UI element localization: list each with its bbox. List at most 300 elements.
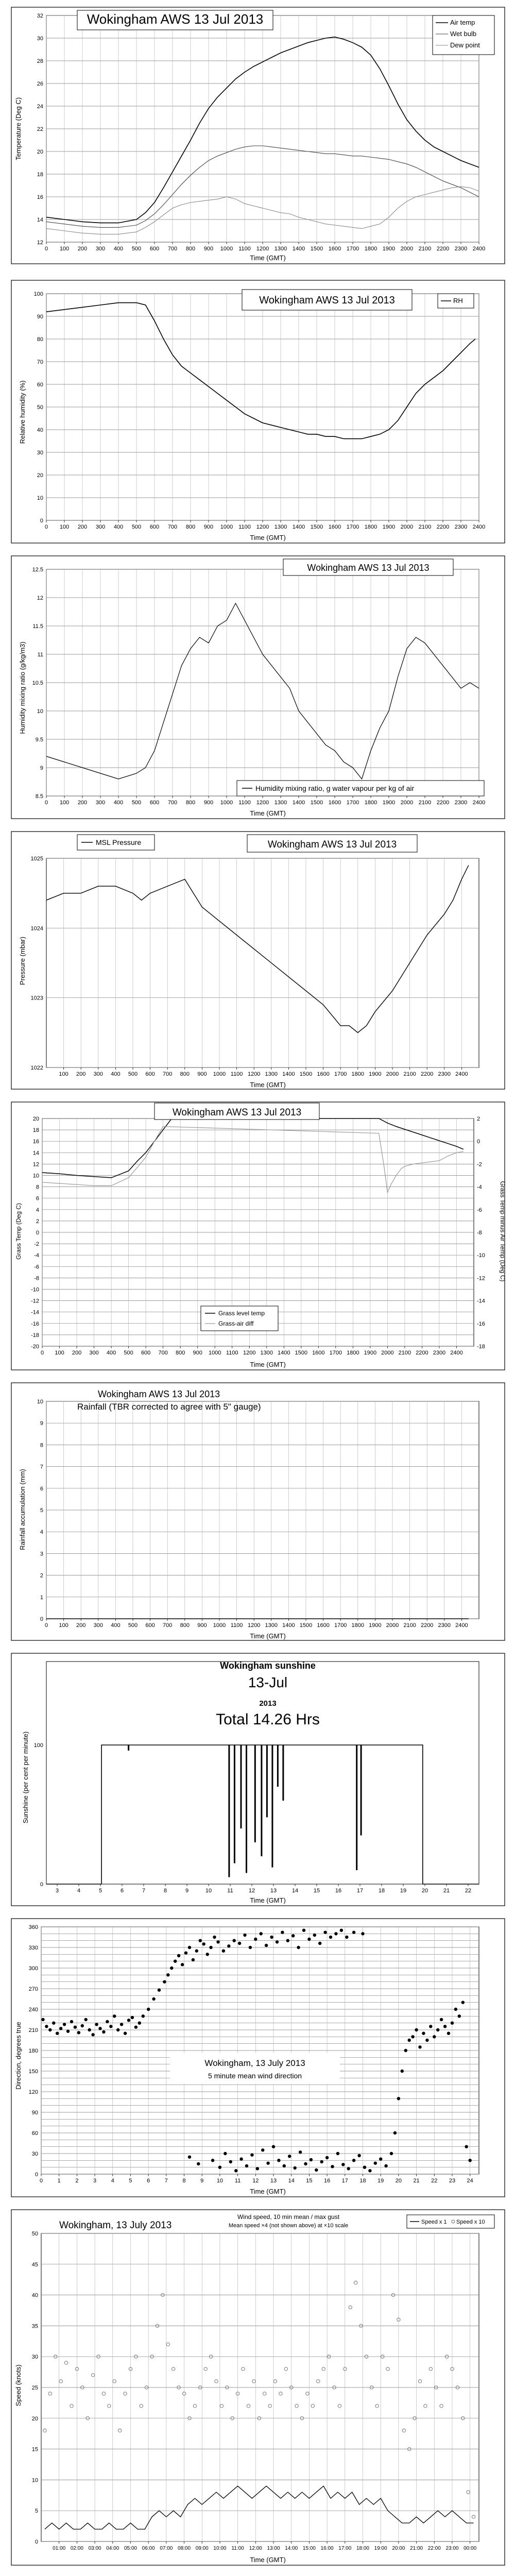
chart-title: Wokingham AWS 13 Jul 2013 <box>172 1107 302 1118</box>
mixing-ratio-chart <box>0 554 515 822</box>
legend-msl-pressure: MSL Pressure <box>96 838 142 846</box>
x-tick-label: 1300 <box>274 246 287 252</box>
direction-point <box>401 2070 404 2073</box>
x-tick-label: 9 <box>200 2178 204 2184</box>
x-tick-label: 100 <box>59 1071 68 1077</box>
direction-point <box>81 2024 84 2027</box>
x-tick-label: 600 <box>149 246 160 252</box>
x-tick-label: 300 <box>89 1350 99 1356</box>
y-tick-label: 150 <box>28 2069 38 2075</box>
y-tick-label: 10 <box>32 1173 39 1179</box>
y-tick-label: 1025 <box>30 856 43 862</box>
x-tick-label: 1900 <box>364 1350 377 1356</box>
direction-point <box>288 2155 291 2158</box>
x-tick-label: 1300 <box>265 1071 278 1077</box>
x-tick-label: 1300 <box>274 524 287 530</box>
x-tick-label: 2100 <box>403 1622 416 1629</box>
x-tick-label: 300 <box>95 524 106 530</box>
chart-subtitle: 13-Jul <box>248 1674 288 1690</box>
x-tick-label: 900 <box>203 524 214 530</box>
x-tick-label: 1000 <box>213 1071 226 1077</box>
x-tick-label: 1400 <box>292 800 305 806</box>
direction-point <box>352 1931 355 1934</box>
direction-point <box>202 1942 205 1945</box>
y-tick-label: 0 <box>40 1882 43 1888</box>
x-tick-label: 3 <box>55 1888 59 1894</box>
y-tick-label: 330 <box>28 1945 38 1951</box>
direction-point <box>170 1967 173 1970</box>
legend <box>433 15 494 55</box>
x-tick-label: 1800 <box>351 1071 365 1077</box>
x-tick-label: 4 <box>77 1888 81 1894</box>
chart-title: Wokingham AWS 13 Jul 2013 <box>307 563 430 573</box>
direction-point <box>195 1950 198 1953</box>
humidity-panel <box>0 278 515 546</box>
y-tick-label: 24 <box>37 104 43 110</box>
y2-tick-label: -6 <box>477 1207 482 1213</box>
x-tick-label: 1100 <box>230 1622 243 1629</box>
x-tick-label: 200 <box>77 246 88 252</box>
y-tick-label: 9.5 <box>35 737 43 743</box>
direction-point <box>229 2160 232 2163</box>
direction-point <box>390 2152 393 2155</box>
direction-point <box>95 2023 98 2026</box>
x-tick-label: 1100 <box>238 246 251 252</box>
direction-point <box>261 2148 264 2151</box>
x-tick-label: 2300 <box>433 1350 446 1356</box>
y-tick-label: -2 <box>34 1241 39 1248</box>
x-tick-label: 2000 <box>400 246 414 252</box>
x-tick-label: 1800 <box>351 1622 365 1629</box>
x-tick-label: 700 <box>158 1350 168 1356</box>
direction-point <box>88 2028 91 2031</box>
chart-title: Wokingham sunshine <box>220 1660 316 1671</box>
grass-temp-panel <box>0 1100 515 1373</box>
y-tick-label: -4 <box>34 1252 39 1259</box>
x-tick-label: 300 <box>95 800 106 806</box>
legend <box>237 781 484 796</box>
direction-point <box>59 2027 62 2030</box>
direction-point <box>158 1989 161 1992</box>
y-tick-label: 11 <box>37 652 43 658</box>
direction-point <box>270 1936 273 1939</box>
direction-point <box>192 1958 195 1961</box>
x-tick-label: 600 <box>145 1071 155 1077</box>
x-tick-label: 900 <box>203 800 214 806</box>
legend-rh: RH <box>453 297 463 304</box>
direction-point <box>127 2019 130 2022</box>
direction-point <box>436 2028 439 2031</box>
x-tick-label: 1500 <box>310 524 323 530</box>
direction-point <box>297 1946 300 1949</box>
direction-point <box>134 2026 138 2029</box>
x-tick-label: 1200 <box>247 1071 261 1077</box>
y-tick-label: 10 <box>31 2477 38 2484</box>
x-tick-label: 2200 <box>436 246 450 252</box>
x-tick-label: 1900 <box>382 524 396 530</box>
plot-area <box>46 1662 479 1884</box>
y-tick-label: 45 <box>31 2261 38 2268</box>
direction-point <box>411 2035 414 2038</box>
x-tick-label: 500 <box>131 524 142 530</box>
direction-point <box>224 2152 227 2155</box>
y-tick-label: 14 <box>32 1150 39 1157</box>
direction-point <box>408 2039 411 2042</box>
x-tick-label: 4 <box>111 2178 114 2184</box>
direction-point <box>443 2025 447 2028</box>
x-tick-label: 09:00 <box>195 2546 209 2551</box>
x-tick-label: 600 <box>149 524 160 530</box>
x-tick-label: 600 <box>145 1622 155 1629</box>
direction-point <box>174 1960 177 1963</box>
x-tick-label: 20 <box>395 2178 402 2184</box>
y2-tick-label: -14 <box>477 1298 485 1304</box>
x-tick-label: 16:00 <box>320 2546 334 2551</box>
x-tick-label: 200 <box>77 800 88 806</box>
x-tick-label: 23 <box>449 2178 456 2184</box>
y-tick-label: 0 <box>35 2172 38 2178</box>
x-tick-label: 300 <box>93 1071 103 1077</box>
y-tick-label: 2 <box>36 1218 39 1225</box>
x-tick-label: 300 <box>93 1622 103 1629</box>
chart-title: Wokingham AWS 13 Jul 2013 <box>98 1389 220 1399</box>
y-tick-label: 270 <box>28 1986 38 1992</box>
x-tick-label: 800 <box>175 1350 185 1356</box>
pressure-chart <box>0 829 515 1092</box>
direction-point <box>166 1973 169 1976</box>
y-tick-label: 12 <box>37 595 43 601</box>
y-tick-label: 0 <box>36 1230 39 1236</box>
sunshine-total: Total 14.26 Hrs <box>216 1711 320 1728</box>
x-tick-label: 1400 <box>292 524 305 530</box>
x-tick-label: 2 <box>75 2178 79 2184</box>
chart-title: Wokingham AWS 13 Jul 2013 <box>267 839 397 850</box>
x-tick-label: 2200 <box>420 1071 434 1077</box>
direction-point <box>102 2030 105 2033</box>
direction-point <box>291 1934 295 1937</box>
y-axis-label: Sunshine (per cent per minute) <box>22 1731 29 1824</box>
y-tick-label: 3 <box>40 1551 43 1557</box>
y-tick-label: 20 <box>37 149 43 155</box>
wind-speed-panel <box>0 2208 515 2568</box>
x-axis-label: Time (GMT) <box>250 2188 286 2195</box>
x-tick-label: 16 <box>323 2178 331 2184</box>
y-tick-label: 30 <box>31 2151 38 2157</box>
y-tick-label: 30 <box>31 2354 38 2361</box>
direction-point <box>440 2018 443 2021</box>
direction-point <box>142 2014 145 2018</box>
direction-point <box>222 1950 225 1953</box>
y-tick-label: 70 <box>37 359 43 365</box>
x-tick-label: 18:00 <box>356 2546 370 2551</box>
x-tick-label: 1900 <box>382 800 396 806</box>
x-tick-label: 21 <box>443 1888 450 1894</box>
direction-point <box>368 2169 371 2172</box>
direction-point <box>45 2025 48 2028</box>
x-tick-label: 17:00 <box>338 2546 352 2551</box>
x-tick-label: 21 <box>413 2178 420 2184</box>
x-tick-label: 10 <box>205 1888 212 1894</box>
x-tick-label: 900 <box>197 1622 207 1629</box>
legend-grass-air-diff: Grass-air diff <box>218 1320 254 1327</box>
direction-point <box>256 2167 259 2170</box>
x-tick-label: 2200 <box>416 1350 428 1356</box>
y-tick-label: -20 <box>31 1344 39 1350</box>
direction-point <box>425 2039 428 2042</box>
x-tick-label: 1100 <box>238 800 251 806</box>
direction-point <box>113 2014 116 2018</box>
x-tick-label: 2100 <box>418 524 432 530</box>
x-tick-label: 300 <box>95 246 106 252</box>
x-tick-label: 800 <box>185 246 196 252</box>
y-tick-label: 300 <box>28 1965 38 1972</box>
x-axis-label: Time (GMT) <box>250 1632 286 1640</box>
x-tick-label: 14 <box>288 2178 295 2184</box>
y-tick-label: -8 <box>34 1275 39 1282</box>
x-tick-label: 5 <box>98 1888 102 1894</box>
x-tick-label: 0 <box>44 524 48 530</box>
x-tick-label: 05:00 <box>124 2546 137 2551</box>
direction-point <box>281 1931 284 1934</box>
y-axis-label: Rainfall accumulation (mm) <box>19 1469 26 1550</box>
direction-point <box>239 2158 243 2161</box>
direction-point <box>249 1946 252 1949</box>
direction-point <box>52 2022 55 2025</box>
legend-speed-x10: Speed x 10 <box>456 2219 485 2225</box>
x-tick-label: 0 <box>44 246 48 252</box>
y-axis-label: Pressure (mbar) <box>19 937 26 985</box>
y-tick-label: 12 <box>37 240 43 246</box>
chart-title: Wokingham, 13 July 2013 <box>59 2220 172 2231</box>
direction-point <box>254 1938 257 1941</box>
y-tick-label: -16 <box>31 1320 39 1327</box>
y-tick-label: 12.5 <box>32 567 43 573</box>
x-tick-label: 400 <box>106 1350 116 1356</box>
x-tick-label: 5 <box>129 2178 132 2184</box>
chart-title: Wokingham, 13 July 2013 <box>204 2058 305 2068</box>
y-tick-label: 22 <box>37 126 43 132</box>
direction-point <box>429 2025 432 2028</box>
x-tick-label: 11 <box>227 1888 233 1894</box>
y2-tick-label: -16 <box>477 1320 485 1327</box>
x-tick-label: 2000 <box>400 524 414 530</box>
y-tick-label: 4 <box>40 1529 43 1536</box>
y2-axis-label: Grass Temp minus Air Temp (Deg C) <box>499 1181 506 1282</box>
x-tick-label: 2300 <box>454 246 468 252</box>
x-tick-label: 500 <box>131 800 142 806</box>
y-tick-label: 10.5 <box>32 680 43 686</box>
x-tick-label: 1300 <box>265 1622 278 1629</box>
rainfall-chart <box>0 1381 515 1643</box>
direction-point <box>77 2031 80 2034</box>
y-tick-label: 30 <box>37 450 43 456</box>
x-tick-label: 22 <box>465 1888 472 1894</box>
direction-point <box>98 2027 101 2030</box>
direction-point <box>245 2164 248 2167</box>
y2-tick-label: -2 <box>477 1161 482 1168</box>
x-tick-label: 1600 <box>312 1350 325 1356</box>
x-tick-label: 1000 <box>220 524 233 530</box>
humidity-chart <box>0 278 515 546</box>
y-tick-label: 5 <box>40 1507 43 1514</box>
legend <box>77 835 154 850</box>
x-tick-label: 1800 <box>364 524 377 530</box>
legend-air-temp: Air temp <box>450 19 475 26</box>
direction-point <box>233 1939 236 1942</box>
x-tick-label: 1300 <box>274 800 287 806</box>
x-tick-label: 500 <box>128 1622 138 1629</box>
x-tick-label: 04:00 <box>106 2546 119 2551</box>
direction-point <box>315 2168 318 2172</box>
y-tick-label: -12 <box>31 1298 39 1304</box>
x-tick-label: 100 <box>59 800 70 806</box>
y-tick-label: 10 <box>37 1399 43 1405</box>
x-tick-label: 1800 <box>364 800 377 806</box>
x-tick-label: 3 <box>93 2178 97 2184</box>
x-tick-label: 19:00 <box>374 2546 387 2551</box>
y-tick-label: 0 <box>40 1616 43 1622</box>
x-tick-label: 1100 <box>226 1350 238 1356</box>
x-tick-label: 1700 <box>346 246 359 252</box>
direction-point <box>109 2025 112 2028</box>
y-tick-label: 14 <box>37 217 43 223</box>
sunshine-panel <box>0 1651 515 1909</box>
x-tick-label: 22:00 <box>427 2546 441 2551</box>
x-tick-label: 0 <box>40 1350 44 1356</box>
y-tick-label: 6 <box>40 1485 43 1492</box>
direction-point <box>379 2158 382 2161</box>
direction-point <box>397 2097 400 2100</box>
direction-point <box>310 2158 313 2161</box>
y2-tick-label: 0 <box>477 1139 480 1145</box>
x-tick-label: 17 <box>341 2178 348 2184</box>
y-tick-label: 1024 <box>30 925 43 932</box>
x-tick-label: 1200 <box>243 1350 256 1356</box>
y-tick-label: 35 <box>31 2323 38 2330</box>
y-tick-label: 8 <box>36 1184 39 1191</box>
direction-point <box>216 1940 219 1943</box>
y-tick-label: 360 <box>28 1924 38 1930</box>
x-tick-label: 6 <box>120 1888 124 1894</box>
y-tick-label: 9 <box>40 1420 43 1427</box>
legend-mixing-ratio: Humidity mixing ratio, g water vapour per kg of air <box>255 784 415 792</box>
pressure-panel <box>0 829 515 1092</box>
x-tick-label: 700 <box>167 800 178 806</box>
x-tick-label: 0 <box>44 800 48 806</box>
direction-point <box>393 2131 397 2134</box>
y-tick-label: 100 <box>33 1742 43 1749</box>
direction-point <box>352 2159 355 2162</box>
x-tick-label: 13 <box>270 1888 277 1894</box>
chart-subtitle: Wind speed, 10 min mean / max gust <box>237 2213 340 2221</box>
x-tick-label: 1100 <box>230 1071 243 1077</box>
x-tick-label: 15 <box>313 1888 320 1894</box>
direction-point <box>138 2022 141 2025</box>
x-tick-label: 11 <box>234 2178 241 2184</box>
direction-point <box>206 1953 209 1956</box>
direction-point <box>331 2165 334 2168</box>
x-tick-label: 15:00 <box>302 2546 316 2551</box>
direction-point <box>181 1963 184 1966</box>
x-tick-label: 10:00 <box>213 2546 227 2551</box>
direction-point <box>294 2166 297 2170</box>
y-tick-label: 7 <box>40 1464 43 1470</box>
x-tick-label: 1600 <box>317 1622 330 1629</box>
x-tick-label: 13 <box>270 2178 277 2184</box>
temperature-panel <box>0 0 515 268</box>
y-tick-label: 60 <box>37 382 43 388</box>
x-tick-label: 2300 <box>454 800 468 806</box>
direction-point <box>266 2162 269 2165</box>
direction-point <box>213 1936 216 1939</box>
y-tick-label: 100 <box>33 291 43 297</box>
direction-point <box>304 2162 307 2165</box>
x-tick-label: 2000 <box>386 1071 399 1077</box>
x-axis-label: Time (GMT) <box>250 1081 286 1089</box>
direction-point <box>302 1929 305 1932</box>
chart-title: Wokingham AWS 13 Jul 2013 <box>87 11 264 27</box>
x-tick-label: 18 <box>359 2178 366 2184</box>
x-tick-label: 7 <box>142 1888 146 1894</box>
x-tick-label: 08:00 <box>178 2546 191 2551</box>
x-tick-label: 600 <box>149 800 160 806</box>
direction-point <box>124 2032 127 2035</box>
direction-point <box>374 2162 377 2165</box>
y-tick-label: 16 <box>37 194 43 200</box>
x-tick-label: 1000 <box>213 1622 226 1629</box>
x-tick-label: 17 <box>356 1888 364 1894</box>
x-tick-label: 16 <box>335 1888 342 1894</box>
x-tick-label: 15 <box>306 2178 313 2184</box>
direction-point <box>433 2035 436 2038</box>
y-tick-label: 8.5 <box>35 793 43 800</box>
direction-point <box>243 1934 246 1937</box>
y-tick-label: 5 <box>35 2508 38 2515</box>
x-tick-label: 2200 <box>436 524 450 530</box>
x-tick-label: 800 <box>185 800 196 806</box>
x-tick-label: 1500 <box>299 1071 313 1077</box>
y-tick-label: 30 <box>37 36 43 42</box>
x-tick-label: 2100 <box>403 1071 416 1077</box>
direction-point <box>276 1940 279 1943</box>
y-tick-label: 1 <box>40 1594 43 1601</box>
y-tick-label: 4 <box>36 1207 39 1213</box>
plot-area <box>46 858 479 1067</box>
direction-point <box>56 2032 59 2035</box>
chart-note: Mean speed ×4 (not shown above) at ×10 scale <box>228 2223 349 2229</box>
x-tick-label: 20:00 <box>392 2546 405 2551</box>
y-tick-label: 120 <box>28 2089 38 2095</box>
x-tick-label: 12 <box>252 2178 259 2184</box>
direction-point <box>329 1936 332 1939</box>
direction-point <box>357 2154 360 2157</box>
x-tick-label: 1600 <box>328 800 341 806</box>
x-tick-label: 2200 <box>420 1622 434 1629</box>
x-tick-label: 1500 <box>310 246 323 252</box>
y-tick-label: 1022 <box>30 1065 43 1071</box>
direction-point <box>199 1939 202 1942</box>
x-tick-label: 2400 <box>450 1350 463 1356</box>
y-tick-label: 40 <box>37 427 43 433</box>
direction-point <box>234 2169 237 2172</box>
x-tick-label: 900 <box>197 1071 207 1077</box>
y-tick-label: 60 <box>31 2130 38 2137</box>
x-tick-label: 6 <box>147 2178 150 2184</box>
x-tick-label: 1500 <box>310 800 323 806</box>
x-tick-label: 200 <box>76 1071 86 1077</box>
direction-point <box>325 2156 329 2159</box>
x-tick-label: 1600 <box>317 1071 330 1077</box>
